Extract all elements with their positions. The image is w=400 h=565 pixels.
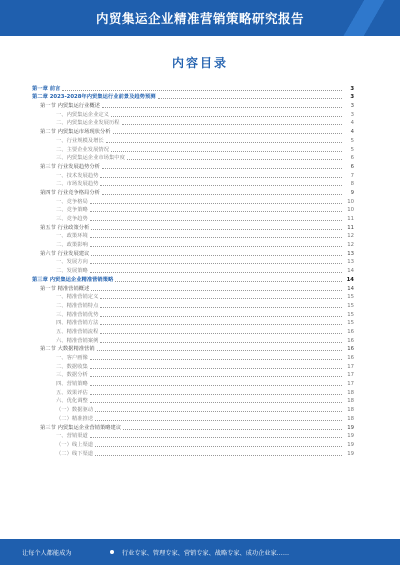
toc-entry[interactable] [32, 423, 354, 432]
toc-dot-leader [115, 280, 342, 282]
toc-entry-label: 一、营销渠道 [56, 433, 88, 440]
toc-entry[interactable] [32, 371, 354, 380]
toc-dot-leader [100, 184, 342, 186]
table-of-contents [32, 84, 354, 458]
toc-entry-label: 二、发展策略 [56, 268, 88, 275]
toc-entry-label: 六、精准营销案例 [56, 337, 99, 344]
toc-entry[interactable] [32, 284, 354, 293]
toc-entry[interactable] [32, 345, 354, 354]
toc-dot-leader [90, 262, 342, 264]
toc-dot-leader [100, 306, 342, 308]
toc-dot-leader [95, 419, 342, 421]
toc-entry-page: 5 [350, 146, 354, 153]
toc-entry-label: （二）线下渠道 [56, 450, 94, 457]
toc-entry[interactable] [32, 414, 354, 423]
toc-entry-page: 17 [347, 381, 354, 388]
toc-dot-leader [95, 454, 342, 456]
toc-entry-page: 8 [350, 181, 354, 188]
toc-entry-page: 15 [347, 320, 354, 327]
toc-entry-page: 17 [347, 363, 354, 370]
toc-entry[interactable] [32, 136, 354, 145]
toc-entry-label: （二）精准推送 [56, 415, 94, 422]
toc-entry-page: 19 [347, 441, 354, 448]
toc-dot-leader [100, 332, 342, 334]
toc-entry[interactable] [32, 336, 354, 345]
toc-dot-leader [90, 401, 342, 403]
toc-entry-page: 18 [347, 389, 354, 396]
toc-entry-label: 第三节 行业发展趋势分析 [40, 163, 100, 170]
toc-entry[interactable] [32, 188, 354, 197]
toc-entry-page: 12 [347, 242, 354, 249]
toc-entry-label: 第二节 内贸集运市场现状分析 [40, 129, 111, 136]
toc-entry-page: 16 [347, 337, 354, 344]
toc-entry-page: 11 [347, 224, 354, 231]
toc-entry-page: 3 [350, 85, 354, 92]
toc-entry[interactable] [32, 310, 354, 319]
toc-dot-leader [111, 115, 342, 117]
toc-entry-page: 3 [350, 94, 354, 101]
toc-entry-label: 五、精准营销流程 [56, 328, 99, 335]
toc-dot-leader [90, 219, 342, 221]
toc-entry-label: 三、竞争趋势 [56, 216, 88, 222]
toc-entry[interactable] [32, 266, 354, 275]
toc-entry[interactable] [32, 293, 354, 302]
toc-entry-page: 11 [347, 216, 354, 222]
toc-entry-page: 13 [347, 250, 354, 257]
toc-entry[interactable] [32, 162, 354, 171]
toc-dot-leader [62, 89, 342, 91]
toc-entry[interactable] [32, 449, 354, 458]
toc-entry-page: 14 [346, 276, 354, 283]
toc-dot-leader [90, 436, 342, 438]
toc-dot-leader [90, 393, 342, 395]
toc-dot-leader [90, 271, 342, 273]
toc-dot-leader [123, 428, 342, 430]
toc-dot-leader [90, 245, 342, 247]
toc-entry-page: 18 [347, 407, 354, 414]
toc-entry-page: 19 [347, 424, 354, 431]
toc-entry-label: 二、政策影响 [56, 242, 88, 249]
toc-entry-label: 第三章 内贸集运企业精准营销策略 [32, 276, 114, 283]
toc-dot-leader [90, 358, 342, 360]
toc-entry-label: 一、竞争格局 [56, 198, 88, 205]
toc-entry[interactable] [32, 388, 354, 397]
toc-entry[interactable] [32, 84, 354, 93]
toc-dot-leader [122, 123, 342, 125]
toc-dot-leader [100, 315, 342, 317]
toc-entry-label: 第六节 行业发展建议 [40, 250, 90, 257]
toc-entry-label: 二、数据收集 [56, 363, 88, 370]
toc-entry-page: 9 [350, 189, 354, 196]
toc-dot-leader [90, 384, 342, 386]
toc-entry-page: 6 [350, 163, 354, 170]
toc-dot-leader [106, 141, 342, 143]
toc-entry-page: 19 [347, 433, 354, 440]
toc-entry[interactable] [32, 258, 354, 267]
toc-entry[interactable] [32, 171, 354, 180]
toc-dot-leader [91, 254, 342, 256]
toc-entry-page: 15 [347, 302, 354, 309]
toc-entry[interactable] [32, 93, 354, 102]
footer-slogan-left: 让每个人都能成为 [22, 550, 72, 557]
toc-entry-label: 二、主要企业发展情况 [56, 146, 109, 153]
toc-entry[interactable] [32, 319, 354, 328]
toc-dot-leader [90, 236, 342, 238]
toc-entry-page: 13 [347, 259, 354, 266]
toc-entry-label: 一、行业规模及增长 [56, 137, 104, 144]
toc-entry-page: 10 [347, 198, 354, 205]
toc-entry[interactable] [32, 353, 354, 362]
toc-entry-page: 17 [347, 372, 354, 379]
toc-entry-label: 五、效果评估 [56, 389, 88, 396]
toc-entry[interactable] [32, 154, 354, 163]
toc-entry[interactable] [32, 240, 354, 249]
toc-entry-page: 19 [347, 450, 354, 457]
toc-dot-leader [158, 97, 342, 99]
toc-dot-leader [127, 158, 342, 160]
toc-entry[interactable] [32, 397, 354, 406]
toc-entry-page: 5 [350, 137, 354, 144]
toc-entry-label: 一、政策环境 [56, 233, 88, 240]
toc-dot-leader [100, 297, 342, 299]
toc-entry[interactable] [32, 232, 354, 241]
toc-dot-leader [100, 176, 342, 178]
toc-entry-page: 3 [350, 111, 354, 118]
toc-heading: 内容目录 [171, 56, 228, 70]
toc-entry[interactable] [32, 327, 354, 336]
toc-entry-label: 二、竞争策略 [56, 207, 88, 214]
toc-entry-label: 三、内贸集运企业市场集中度 [56, 155, 125, 162]
footer-slogan-right: 行业专家、管理专家、营销专家、战略专家、成功企业家…… [122, 550, 290, 557]
toc-entry-page: 16 [347, 346, 354, 353]
toc-entry[interactable] [32, 145, 354, 154]
toc-dot-leader [111, 150, 342, 152]
toc-dot-leader [113, 132, 342, 134]
toc-entry[interactable] [32, 223, 354, 232]
toc-entry-page: 3 [350, 103, 354, 110]
toc-entry-label: 三、精准营销优势 [56, 311, 99, 318]
toc-entry-label: 二、精准营销特点 [56, 302, 99, 309]
toc-entry-page: 14 [347, 285, 354, 292]
toc-entry-label: 一、客户画像 [56, 355, 88, 361]
toc-entry[interactable] [32, 249, 354, 258]
toc-entry[interactable] [32, 275, 354, 284]
toc-dot-leader [90, 375, 342, 377]
toc-entry-label: 二、内贸集运企业发展历程 [56, 120, 120, 127]
toc-dot-leader [91, 228, 342, 230]
toc-dot-leader [95, 410, 342, 412]
toc-dot-leader [102, 106, 342, 108]
toc-entry[interactable] [32, 301, 354, 310]
toc-dot-leader [102, 193, 342, 195]
toc-entry-page: 16 [347, 328, 354, 335]
toc-entry-label: 第四节 行业竞争格局分析 [40, 189, 100, 196]
toc-entry-label: 一、发展方向 [56, 259, 88, 266]
toc-entry-page: 15 [347, 311, 354, 318]
toc-entry-page: 18 [347, 415, 354, 422]
toc-entry-label: 四、精准营销方法 [56, 320, 99, 327]
toc-entry-label: 第一章 前言 [32, 85, 61, 92]
document-title: 内贸集运企业精准营销策略研究报告 [95, 11, 304, 26]
toc-entry[interactable] [32, 119, 354, 128]
footer-band [0, 539, 400, 565]
toc-entry[interactable] [32, 101, 354, 110]
toc-entry-label: 第五节 行业政策分析 [40, 224, 90, 231]
toc-dot-leader [91, 289, 342, 291]
toc-entry-page: 15 [347, 294, 354, 301]
toc-dot-leader [90, 202, 342, 204]
toc-entry-page: 14 [347, 268, 354, 275]
toc-entry-page: 6 [350, 155, 354, 162]
toc-entry-page: 10 [347, 207, 354, 214]
toc-entry-page: 7 [350, 172, 354, 179]
toc-entry[interactable] [32, 432, 354, 441]
toc-dot-leader [97, 349, 342, 351]
toc-entry-page: 12 [347, 233, 354, 240]
toc-dot-leader [100, 323, 342, 325]
toc-entry-page: 18 [347, 398, 354, 405]
toc-entry-page: 4 [350, 129, 354, 136]
toc-entry[interactable] [32, 180, 354, 189]
toc-entry[interactable] [32, 206, 354, 215]
toc-entry-label: 第二章 2023-2028年内贸集运行业前景及趋势预测 [32, 94, 156, 101]
toc-entry-label: 二、市场发展趋势 [56, 181, 99, 188]
toc-entry-page: 16 [347, 355, 354, 361]
toc-entry-label: 一、精准营销定义 [56, 294, 99, 301]
toc-entry[interactable] [32, 405, 354, 414]
toc-dot-leader [95, 445, 342, 447]
toc-entry-label: 第三节 内贸集运企业营销策略建议 [40, 424, 122, 431]
toc-entry[interactable] [32, 214, 354, 223]
toc-entry-label: 第一节 精准营销概述 [40, 285, 90, 292]
footer-bullet-icon [110, 550, 114, 554]
toc-dot-leader [90, 210, 342, 212]
toc-dot-leader [102, 167, 342, 169]
toc-entry-page: 4 [350, 120, 354, 127]
toc-entry-label: 六、优化调整 [56, 398, 88, 405]
toc-entry-label: 三、数据分析 [56, 372, 88, 379]
toc-dot-leader [90, 367, 342, 369]
toc-entry-label: 第二节 大数据精准营销 [40, 346, 95, 353]
toc-entry[interactable] [32, 127, 354, 136]
toc-entry[interactable] [32, 110, 354, 119]
toc-entry[interactable] [32, 440, 354, 449]
toc-entry-label: 第一节 内贸集运行业概述 [40, 103, 100, 110]
toc-entry-label: 一、技术发展趋势 [56, 172, 99, 179]
toc-dot-leader [100, 341, 342, 343]
toc-entry-label: （一）线上渠道 [56, 441, 94, 448]
toc-entry-label: 四、营销策略 [56, 381, 88, 388]
toc-entry[interactable] [32, 379, 354, 388]
toc-entry-label: （一）数据驱动 [56, 407, 94, 414]
toc-entry-label: 一、内贸集运企业定义 [56, 111, 109, 118]
toc-entry[interactable] [32, 362, 354, 371]
toc-entry[interactable] [32, 197, 354, 206]
